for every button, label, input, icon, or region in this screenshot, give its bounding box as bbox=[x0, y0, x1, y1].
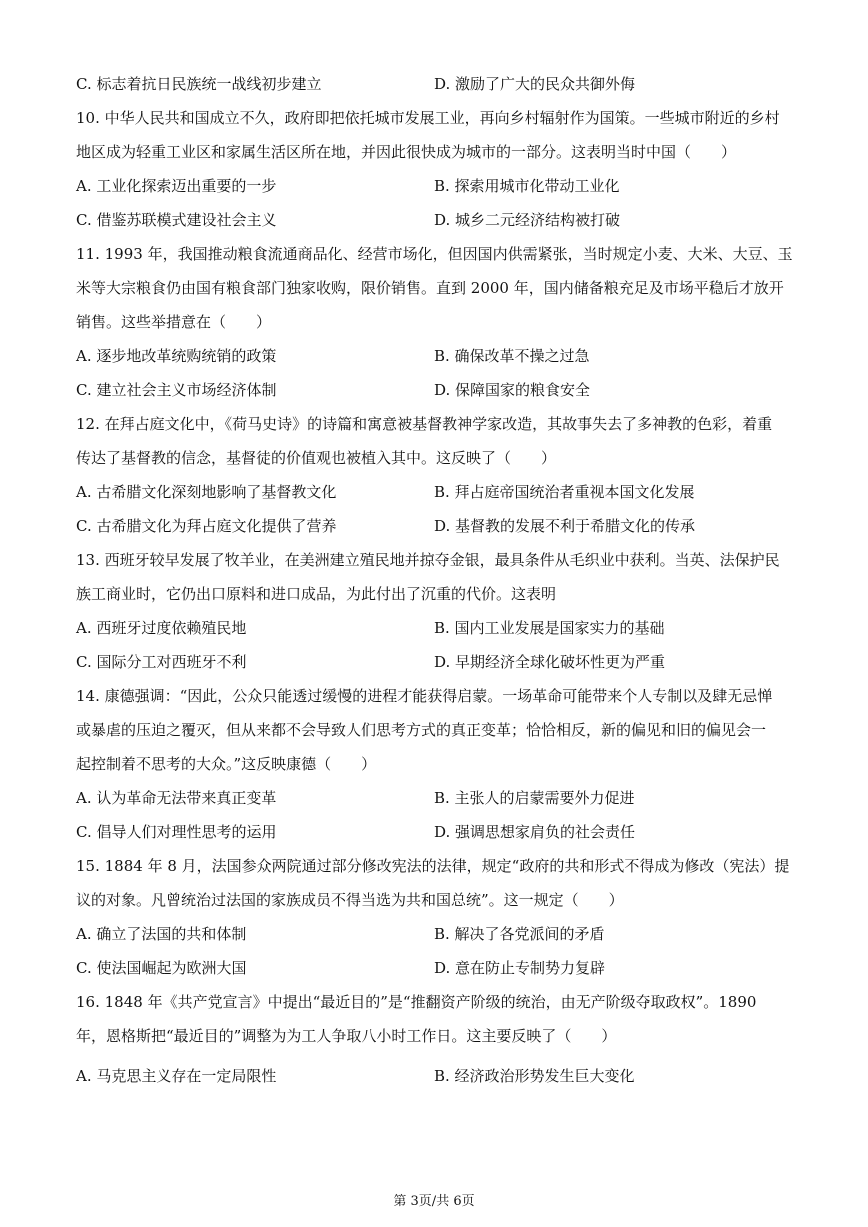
q13-option-d: D. 早期经济全球化破坏性更为严重 bbox=[434, 653, 666, 671]
q11-option-c: C. 建立社会主义市场经济体制 bbox=[76, 381, 277, 399]
q14-stem-line-2: 或暴虐的压迫之覆灭，但从来都不会导致人们思考方式的真正变革；恰恰相反，新的偏见和旧的偏见会一 bbox=[76, 721, 767, 739]
q14-stem-line-3: 起控制着不思考的大众。”这反映康德（ ） bbox=[76, 755, 377, 773]
q16-stem-line-2: 年，恩格斯把“最近目的”调整为为工人争取八小时工作日。这主要反映了（ ） bbox=[76, 1027, 617, 1045]
q15-option-d: D. 意在防止专制势力复辟 bbox=[434, 959, 606, 977]
q10-stem-line-1: 10. 中华人民共和国成立不久，政府即把依托城市发展工业，再向乡村辐射作为国策。一些城市附近的乡村 bbox=[76, 109, 780, 127]
q11-option-a: A. 逐步地改革统购统销的政策 bbox=[76, 347, 277, 365]
q13-stem-line-1: 13. 西班牙较早发展了牧羊业，在美洲建立殖民地并掠夺金银，最具条件从毛织业中获利。当英、法保护民 bbox=[76, 551, 780, 569]
q10-option-d: D. 城乡二元经济结构被打破 bbox=[434, 211, 621, 229]
q11-stem-line-1: 11. 1993 年，我国推动粮食流通商品化、经营市场化，但因国内供需紧张，当时规定小麦、大米、大豆、玉 bbox=[76, 245, 793, 263]
q11-option-d: D. 保障国家的粮食安全 bbox=[434, 381, 591, 399]
q10-option-b: B. 探索用城市化带动工业化 bbox=[434, 177, 620, 195]
q14-option-b: B. 主张人的启蒙需要外力促进 bbox=[434, 789, 635, 807]
q10-stem-line-2: 地区成为轻重工业区和家属生活区所在地，并因此很快成为城市的一部分。这表明当时中国（ ） bbox=[76, 143, 737, 161]
q15-option-c: C. 使法国崛起为欧洲大国 bbox=[76, 959, 247, 977]
q15-option-a: A. 确立了法国的共和体制 bbox=[76, 925, 247, 943]
q10-option-c: C. 借鉴苏联模式建设社会主义 bbox=[76, 211, 277, 229]
q13-stem-line-2: 族工商业时，它仍出口原料和进口成品，为此付出了沉重的代价。这表明 bbox=[76, 585, 557, 603]
q14-option-c: C. 倡导人们对理性思考的运用 bbox=[76, 823, 277, 841]
q12-stem-line-2: 传达了基督教的信念，基督徒的价值观也被植入其中。这反映了（ ） bbox=[76, 449, 557, 467]
q14-option-d: D. 强调思想家肩负的社会责任 bbox=[434, 823, 636, 841]
q9-option-c: C. 标志着抗日民族统一战线初步建立 bbox=[76, 75, 322, 93]
q13-option-a: A. 西班牙过度依赖殖民地 bbox=[76, 619, 247, 637]
q13-option-c: C. 国际分工对西班牙不利 bbox=[76, 653, 247, 671]
q14-stem-line-1: 14. 康德强调：“因此，公众只能透过缓慢的进程才能获得启蒙。一场革命可能带来个人专制以及肆无忌惮 bbox=[76, 687, 773, 705]
q12-option-c: C. 古希腊文化为拜占庭文化提供了营养 bbox=[76, 517, 337, 535]
q11-stem-line-3: 销售。这些举措意在（ ） bbox=[76, 313, 272, 331]
q14-option-a: A. 认为革命无法带来真正变革 bbox=[76, 789, 277, 807]
q12-option-d: D. 基督教的发展不利于希腊文化的传承 bbox=[434, 517, 696, 535]
q9-option-d: D. 激励了广大的民众共御外侮 bbox=[434, 75, 636, 93]
q15-stem-line-2: 议的对象。凡曾统治过法国的家族成员不得当选为共和国总统”。这一规定（ ） bbox=[76, 891, 624, 909]
q12-option-b: B. 拜占庭帝国统治者重视本国文化发展 bbox=[434, 483, 695, 501]
q16-stem-line-1: 16. 1848 年《共产党宣言》中提出“最近目的”是“推翻资产阶级的统治，由无产阶级夺取政权”。1890 bbox=[76, 993, 757, 1011]
q15-option-b: B. 解决了各党派间的矛盾 bbox=[434, 925, 605, 943]
q12-option-a: A. 古希腊文化深刻地影响了基督教文化 bbox=[76, 483, 337, 501]
q10-option-a: A. 工业化探索迈出重要的一步 bbox=[76, 177, 277, 195]
q13-option-b: B. 国内工业发展是国家实力的基础 bbox=[434, 619, 665, 637]
q12-stem-line-1: 12. 在拜占庭文化中，《荷马史诗》的诗篇和寓意被基督教神学家改造，其故事失去了多神教的色彩，着重 bbox=[76, 415, 773, 433]
q11-option-b: B. 确保改革不操之过急 bbox=[434, 347, 590, 365]
q11-stem-line-2: 米等大宗粮食仍由国有粮食部门独家收购，限价销售。直到 2000 年，国内储备粮充足及市场平稳后才放开 bbox=[76, 279, 784, 297]
q16-option-b: B. 经济政治形势发生巨大变化 bbox=[434, 1067, 635, 1085]
q15-stem-line-1: 15. 1884 年 8 月，法国参众两院通过部分修改宪法的法律，规定“政府的共和形式不得成为修改（宪法）提 bbox=[76, 857, 790, 875]
q16-option-a: A. 马克思主义存在一定局限性 bbox=[76, 1067, 277, 1085]
page-footer: 第 3页/共 6页 bbox=[393, 1194, 475, 1209]
